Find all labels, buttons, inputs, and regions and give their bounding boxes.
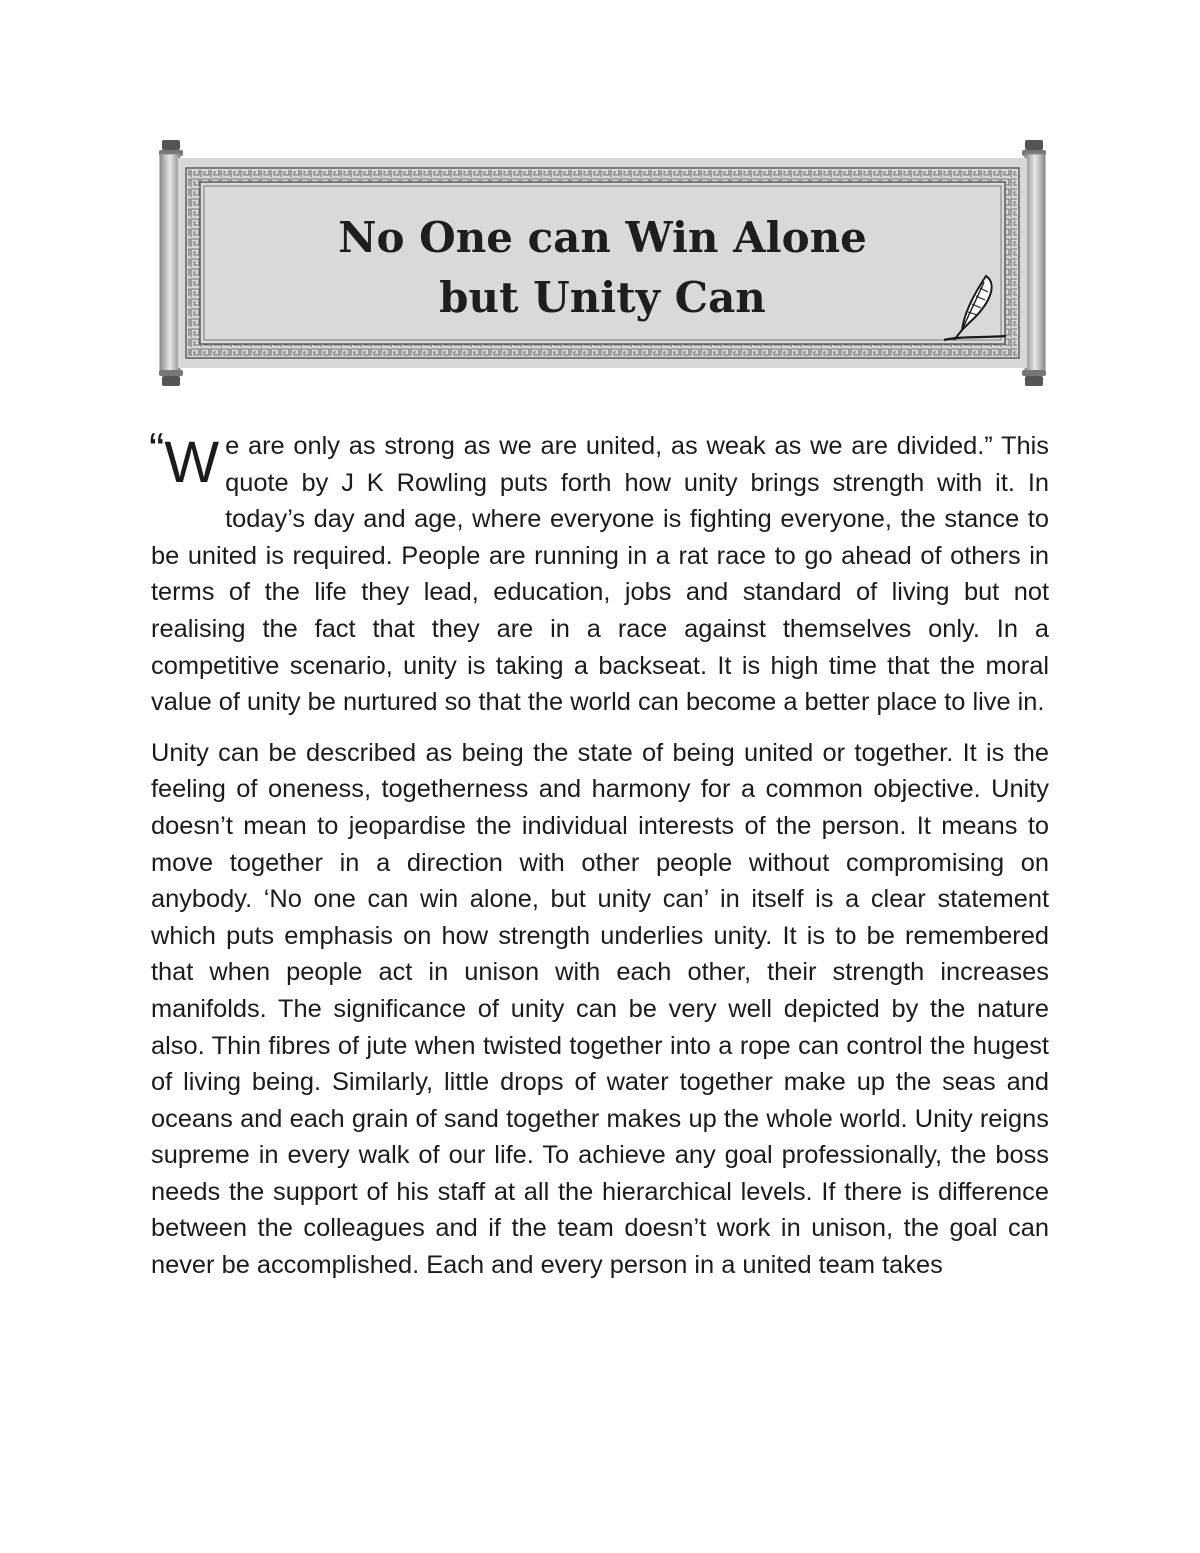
drop-cap-letter: W [164,430,220,495]
article-body [149,423,1049,1298]
paragraph-1-text: e are only as strong as we are united, as weak as we are divided.” This quote by J K Rowling puts forth how unity brings strength with it. In today’s day and age, where everyone is fighting everyone, the stance to be united is required. People are running in a rat race to go ahead of others in terms of the life they lead, education, jobs and standard of living but not realising the fact that they are in a race against themselves only. In a competitive scenario, unity is taking a backseat. It is high time that the moral value of unity be nurtured so that the world can become a better place to live in. [151,432,1049,717]
drop-cap [149,423,220,506]
paragraph-2: Unity can be described as being the state of being united or together. It is the feeling of oneness, togetherness and harmony for a common objective. Unity doesn’t mean to jeopardise the individual interests of the person. It means to move together in a direction with other people without compromising on anybody. ‘No one can win alone, but unity can’ in itself is a clear statement which puts emphasis on how strength underlies unity. It is to be remembered that when people act in unison with each other, their strength increases manifolds. The significance of unity can be very well depicted by the nature also. Thin fibres of jute when twisted together into a rope can control the hugest of living being. Similarly, little drops of water together make up the seas and oceans and each grain of sand together makes up the whole world. Unity reigns supreme in every walk of our life. To achieve any goal professionally, the boss needs the support of his staff at all the hierarchical levels. If there is difference between the colleagues and if the team doesn’t work in unison, the goal can never be accomplished. Each and every person in a united team takes [151,738,1049,1280]
title-line-2: but Unity Can [439,273,766,322]
title-line-1: No One can Win Alone [338,213,867,262]
title-banner [150,138,1055,388]
page-title [180,208,1025,328]
quill-icon [940,274,1010,346]
paragraph-1 [149,423,1049,721]
drop-cap-quote: “ [149,423,165,475]
